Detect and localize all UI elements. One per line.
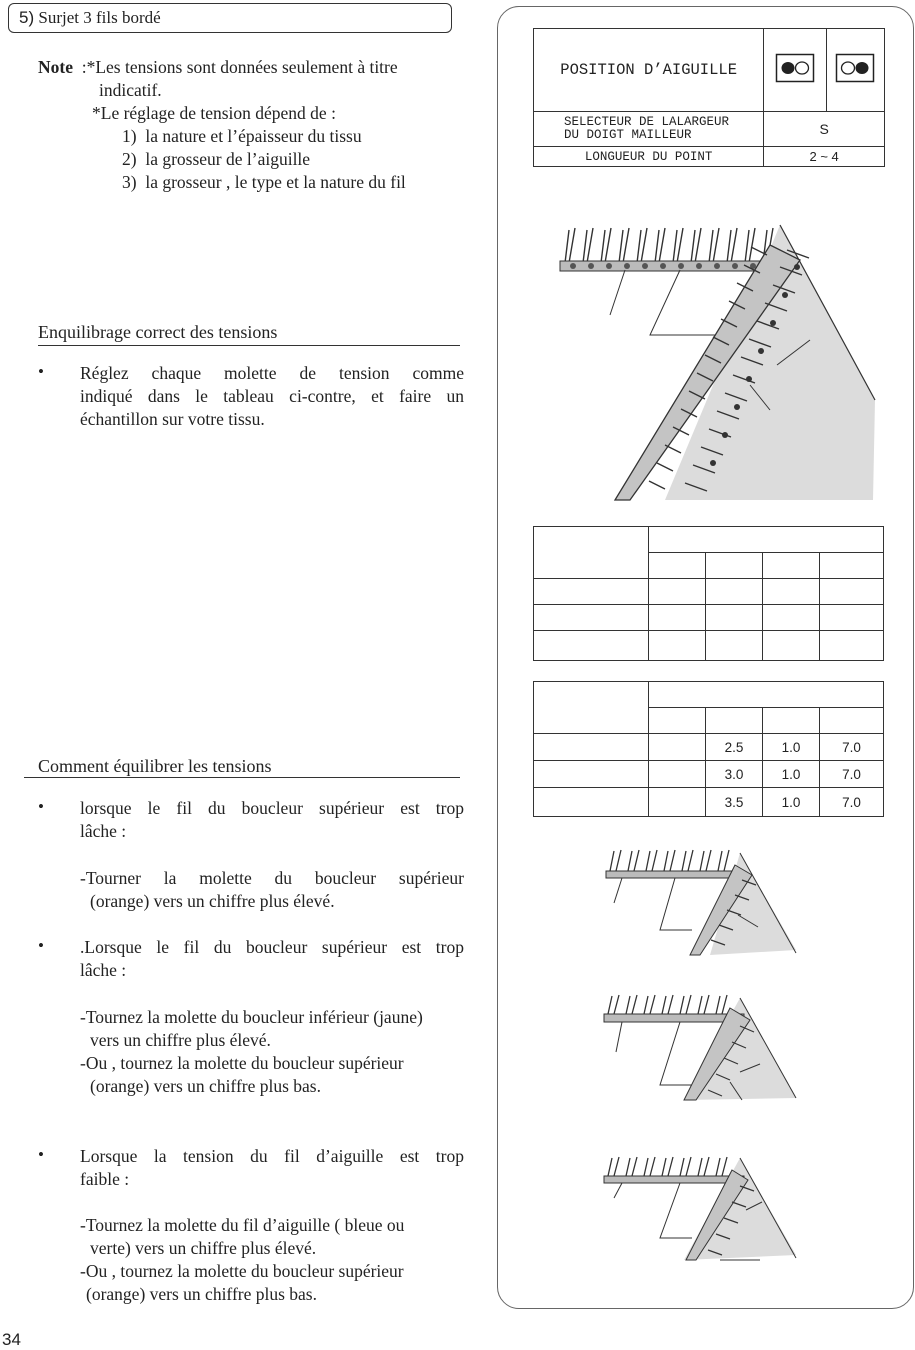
tension-table — [533, 681, 884, 817]
page-number: 34 — [2, 1330, 21, 1349]
stitch-illustration-3 — [600, 1150, 800, 1265]
note-line-3: *Le réglage de tension dépend de : — [92, 103, 336, 123]
needle-right-icon — [835, 53, 875, 83]
note-block — [38, 56, 468, 194]
needle-left-cell — [764, 29, 826, 112]
stitch-illustration-1 — [600, 845, 800, 960]
heading-how-to: Comment équilibrer les tensions — [38, 756, 272, 776]
section-title: Surjet 3 fils bordé — [38, 8, 161, 27]
needle-position-label: POSITION D’AIGUILLE — [534, 29, 764, 112]
stitch-illustration-main — [555, 215, 885, 505]
section-title-box — [8, 3, 452, 33]
note-line-1: :*Les tensions sont données seulement à titre — [81, 57, 398, 77]
width-selector-value: S — [764, 112, 885, 147]
balance-correct-text: Réglez chaque molette de tension comme indiqué dans le tableau ci-contre, et faire un échantillon sur votre tissu. — [80, 363, 464, 429]
tension-row-1: 2.5 1.0 7.0 — [534, 734, 884, 761]
note-item-1: 1) la nature et l’épaisseur du tissu — [122, 126, 362, 146]
needle-left-icon — [775, 53, 815, 83]
case2-condition: .Lorsque le fil du boucleur supérieur est trop lâche : — [80, 937, 464, 980]
note-item-2: 2) la grosseur de l’aiguille — [122, 149, 311, 169]
bullet-4: • — [38, 1145, 44, 1164]
stitch-length-label: LONGUEUR DU POINT — [534, 147, 764, 167]
heading-rule-2 — [24, 777, 460, 778]
bullet-1: • — [38, 362, 44, 381]
tension-row-2: 3.0 1.0 7.0 — [534, 761, 884, 788]
tension-table-blank — [533, 526, 884, 661]
case3-condition: Lorsque la tension du fil d’aiguille est trop faible : — [80, 1146, 464, 1189]
bullet-3: • — [38, 936, 44, 955]
case1-condition: lorsque le fil du boucleur supérieur est trop lâche : — [80, 798, 464, 841]
case3-action: -Tournez la molette du fil d’aiguille ( bleue ou verte) vers un chiffre plus élevé. -Ou , tournez la molette du boucleur supérieur (orange) vers un chiffre plus bas. — [80, 1215, 405, 1304]
tension-row-3: 3.5 1.0 7.0 — [534, 788, 884, 817]
note-line-2: indicatif. — [99, 80, 162, 100]
case1-action: -Tourner la molette du boucleur supérieur (orange) vers un chiffre plus élevé. — [80, 868, 464, 911]
case2-action: -Tournez la molette du boucleur inférieur (jaune) vers un chiffre plus élevé. -Ou , tournez la molette du boucleur supérieur (orange) vers un chiffre plus bas. — [80, 1007, 423, 1096]
heading-balance-correct: Enquilibrage correct des tensions — [38, 322, 278, 342]
note-item-3: 3) la grosseur , le type et la nature du fil — [122, 172, 406, 192]
settings-table — [533, 28, 885, 167]
section-number: 5) — [19, 8, 35, 27]
heading-rule-1 — [38, 345, 460, 346]
width-selector-label: SELECTEUR DE LALARGEUR DU DOIGT MAILLEUR — [534, 112, 764, 147]
stitch-length-value: 2 ~ 4 — [764, 147, 885, 167]
needle-right-cell — [826, 29, 884, 112]
note-label: Note — [38, 57, 73, 77]
bullet-2: • — [38, 797, 44, 816]
stitch-illustration-2 — [600, 990, 800, 1105]
